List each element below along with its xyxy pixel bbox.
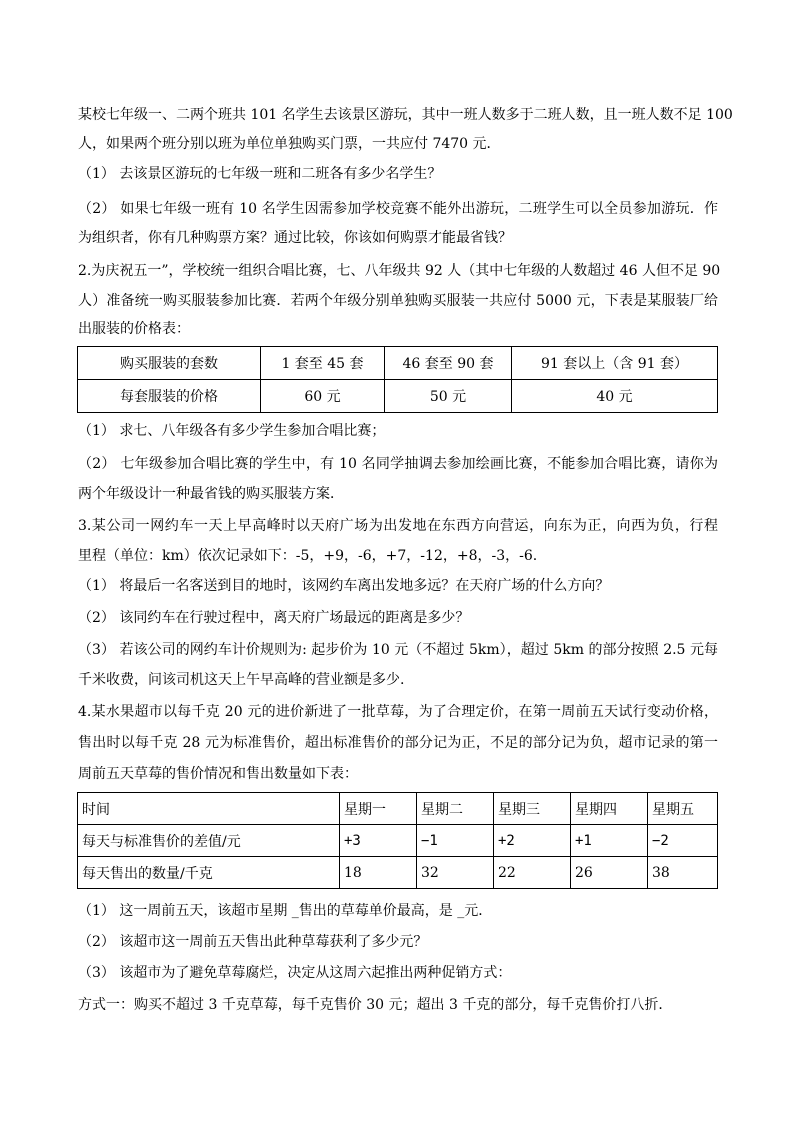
- p1-line-1: 某校七年级一、二两个班共 101 名学生去该景区游玩，其中一班人数多于二班人数，且一班人数不足 100: [78, 107, 733, 123]
- p4-line-3: 周前五天草莓的售价情况和售出数量如下表：: [78, 766, 358, 782]
- p3-line-1: 3.某公司一网约车一天上早高峰时以天府广场为出发地在东西方向营运，向东为正，向西为负，行程: [78, 518, 718, 534]
- p3-line-2: 里程（单位：km）依次记录如下：-5，+9，-6，+7，-12，+8，-3，-6.: [78, 548, 538, 564]
- table-cell: 38: [648, 857, 718, 889]
- table-cell: 26: [571, 857, 648, 889]
- table-cell: 每天与标准售价的差值/元: [78, 825, 340, 857]
- p1-line-2: 人，如果两个班分别以班为单位单独购买门票，一共应付 7470 元．: [78, 136, 501, 152]
- table-cell: 每天售出的数量/千克: [78, 857, 340, 889]
- table-cell: 60 元: [261, 380, 385, 413]
- table-cell: 32: [417, 857, 494, 889]
- p2-line-1: 2.为庆祝五一”，学校统一组织合唱比赛，七、八年级共 92 人（其中七年级的人数超过 46 人但不足 90: [78, 263, 721, 279]
- table-cell: 91 套以上（含 91 套）: [512, 347, 718, 380]
- table-row: [78, 825, 718, 857]
- table-cell: −2: [648, 825, 718, 857]
- table-cell: −1: [417, 825, 494, 857]
- p4-method-1: 方式一：购买不超过 3 千克草莓，每千克售价 30 元；超出 3 千克的部分，每千克售价打八折．: [78, 997, 673, 1013]
- table-cell: 星期一: [340, 793, 417, 825]
- table-row: [78, 380, 718, 413]
- p3-question-3-cont: 千米收费，问该司机这天上午早高峰的营业额是多少.: [78, 672, 405, 688]
- p1-question-2: （2） 如果七年级一班有 10 名学生因需参加学校竞赛不能外出游玩，二班学生可以全员参加游玩．作: [78, 201, 718, 217]
- p4-question-1: （1） 这一周前五天，该超市星期 _售出的草莓单价最高，是 _元．: [78, 903, 493, 919]
- p2-question-1: （1） 求七、八年级各有多少学生参加合唱比赛；: [78, 423, 386, 439]
- p4-line-2: 售出时以每千克 28 元为标准售价，超出标准售价的部分记为正，不足的部分记为负，超市记录的第一: [78, 735, 718, 751]
- p4-line-1: 4.某水果超市以每千克 20 元的进价新进了一批草莓，为了合理定价，在第一周前五天试行变动价格，: [78, 704, 718, 720]
- table-cell: 星期四: [571, 793, 648, 825]
- p1-question-2-cont: 为组织者，你有几种购票方案？通过比较，你该如何购票才能最省钱？: [78, 230, 512, 246]
- table-cell: 星期三: [494, 793, 571, 825]
- table-cell: 22: [494, 857, 571, 889]
- table-cell: +2: [494, 825, 571, 857]
- table-cell: 1 套至 45 套: [261, 347, 385, 380]
- p2-line-3: 出服装的价格表：: [78, 321, 190, 337]
- p3-question-3: （3） 若该公司的网约车计价规则为: 起步价为 10 元（不超过 5km），超过 5km 的部分按照 2.5 元每: [78, 642, 718, 658]
- table-row: [78, 793, 718, 825]
- price-table: [77, 346, 718, 413]
- p2-question-2-cont: 两个年级设计一种最省钱的购买服装方案．: [78, 486, 344, 502]
- p4-question-3: （3） 该超市为了避免草莓腐烂，决定从这周六起推出两种促销方式：: [78, 965, 512, 981]
- table-cell: 时间: [78, 793, 340, 825]
- p3-question-2: （2） 该同约车在行驶过程中，离天府广场最远的距离是多少？: [78, 610, 470, 626]
- table-cell: 46 套至 90 套: [385, 347, 512, 380]
- table-cell: 购买服装的套数: [78, 347, 261, 380]
- table-cell: 星期五: [648, 793, 718, 825]
- table-cell: 50 元: [385, 380, 512, 413]
- table-cell: 40 元: [512, 380, 718, 413]
- table-cell: 每套服装的价格: [78, 380, 261, 413]
- p2-line-2: 人）准备统一购买服装参加比赛．若两个年级分别单独购买服装一共应付 5000 元，下表是某服装厂给: [78, 293, 718, 309]
- p2-question-2: （2） 七年级参加合唱比赛的学生中，有 10 名同学抽调去参加绘画比赛，不能参加合唱比赛，请你为: [78, 456, 718, 472]
- table-cell: +3: [340, 825, 417, 857]
- sales-table: [77, 792, 718, 889]
- p4-question-2: （2） 该超市这一周前五天售出此种草莓获利了多少元？: [78, 934, 428, 950]
- table-cell: +1: [571, 825, 648, 857]
- table-cell: 星期二: [417, 793, 494, 825]
- table-cell: 18: [340, 857, 417, 889]
- table-row: [78, 347, 718, 380]
- p1-question-1: （1） 去该景区游玩的七年级一班和二班各有多少名学生？: [78, 166, 442, 182]
- p3-question-1: （1） 将最后一名客送到目的地时，该网约车离出发地多远？在天府广场的什么方向？: [78, 578, 610, 594]
- table-row: [78, 857, 718, 889]
